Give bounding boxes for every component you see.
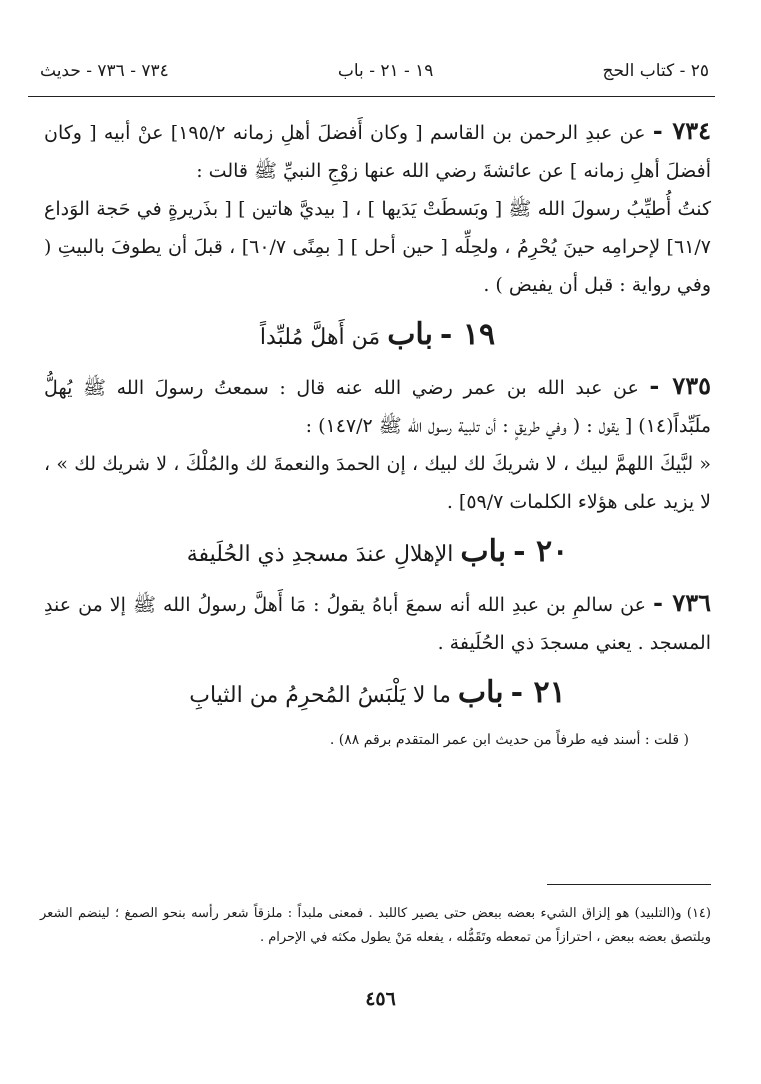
hadith-number: ٧٣٥ -	[649, 371, 711, 400]
chapter-word: باب	[387, 317, 433, 352]
editor-note: ( قلت : أسند فيه طرفاً من حديث ابن عمر المتقدم برقم ٨٨) .	[329, 732, 689, 748]
hadith-number: ٧٣٦ -	[652, 588, 711, 617]
header-chapter-range: ١٩ - ٢١ - باب	[337, 61, 434, 81]
page-number: ٤٥٦	[365, 988, 396, 1010]
chapter-word: باب	[457, 675, 504, 710]
footnote: (١٤) و(التلبيد) هو إلزاق الشيء بعضه ببعض حتى يصير كاللبد . فمعنى ملبداً : ملزقاً شعر رأسه بنحو الصمغ ؛ لينضم الشعر ويلتصق بعضه ببعض ، احترازاً من تمعطه وتَقَمُّله ، يفعله مَنْ يطول مكثه في الإحرام .	[40, 906, 711, 945]
hadith-735-matn: « لبَّيكَ اللهمَّ لبيك ، لا شريكَ لك لبيك ، إن الحمدَ والنعمةَ لك والمُلْكَ ، لا شريك لك » ، لا يزيد على هؤلاء الكلمات ٥٩/٧] .	[44, 453, 711, 513]
hadith-number: ٧٣٤ -	[652, 116, 711, 145]
running-header	[40, 56, 709, 86]
chapter-title: الإهلالِ عندَ مسجدِ ذي الحُلَيفة	[186, 542, 454, 567]
hadith-735-isnad: عن عبد الله بن عمر رضي الله عنه قال : سمعتُ رسولَ الله ﷺ يُهلُّ ملَبِّداً(١٤) [ يقول : ( وفي طريقٍ : أن تلبية رسول الله ﷺ ١٤٧/٢) :	[44, 377, 711, 437]
hadith-734-intro	[44, 112, 711, 190]
hadith-734-isnad: عن عبدِ الرحمن بن القاسم [ وكان أَفضلَ أهلِ زمانه ١٩٥/٢] عنْ أبيه [ وكان أفضلَ أهلِ زمانه ] عن عائشةَ رضي الله عنها زوْجِ النبيِّ ﷺ قالت :	[44, 122, 711, 182]
chapter-title: مَن أَهلَّ مُلبِّداً	[259, 325, 381, 350]
chapter-number: ٢١ -	[510, 675, 566, 710]
hadith-735-text	[44, 445, 711, 521]
chapter-heading-19	[44, 312, 711, 361]
header-hadith-range: ٧٣٤ - ٧٣٦ - حديث	[40, 61, 169, 81]
header-divider	[28, 96, 715, 97]
header-book-title: ٢٥ - كتاب الحج	[602, 61, 709, 81]
chapter-number: ١٩ -	[439, 317, 496, 352]
chapter-word: باب	[460, 534, 507, 569]
hadith-734-text	[44, 190, 711, 304]
hadith-736-text: عن سالمِ بن عبدِ الله أنه سمعَ أباهُ يقولُ : مَا أَهلَّ رسولُ الله ﷺ إلا من عندِ المسجد . يعني مسجدَ ذي الحُلَيفة .	[44, 594, 711, 654]
chapter-number: ٢٠ -	[513, 534, 569, 569]
main-text	[44, 112, 711, 755]
hadith-736	[44, 584, 711, 662]
hadith-734-matn: كنتُ أُطيِّبُ رسولَ الله ﷺ [ وبَسطَتْ يَدَيها ] ، [ بيديَّ هاتين ] [ بذَريرةٍ في حَجة الوَداع ٦١/٧] لإحرامِه حينَ يُحْرِمُ ، ولحِلِّه [ حين أحل ] [ بمِنًى ٦٠/٧] ، قبلَ أن يطوفَ بالبيتِ ( وفي رواية : قبل أن يفيض ) .	[44, 198, 712, 296]
chapter-title: ما لا يَلْبَسُ المُحرِمُ من الثيابِ	[189, 683, 451, 708]
chapter-heading-20	[44, 529, 711, 578]
chapter-heading-21	[44, 670, 711, 719]
footnote-divider	[547, 884, 711, 885]
hadith-735-intro	[44, 367, 711, 445]
